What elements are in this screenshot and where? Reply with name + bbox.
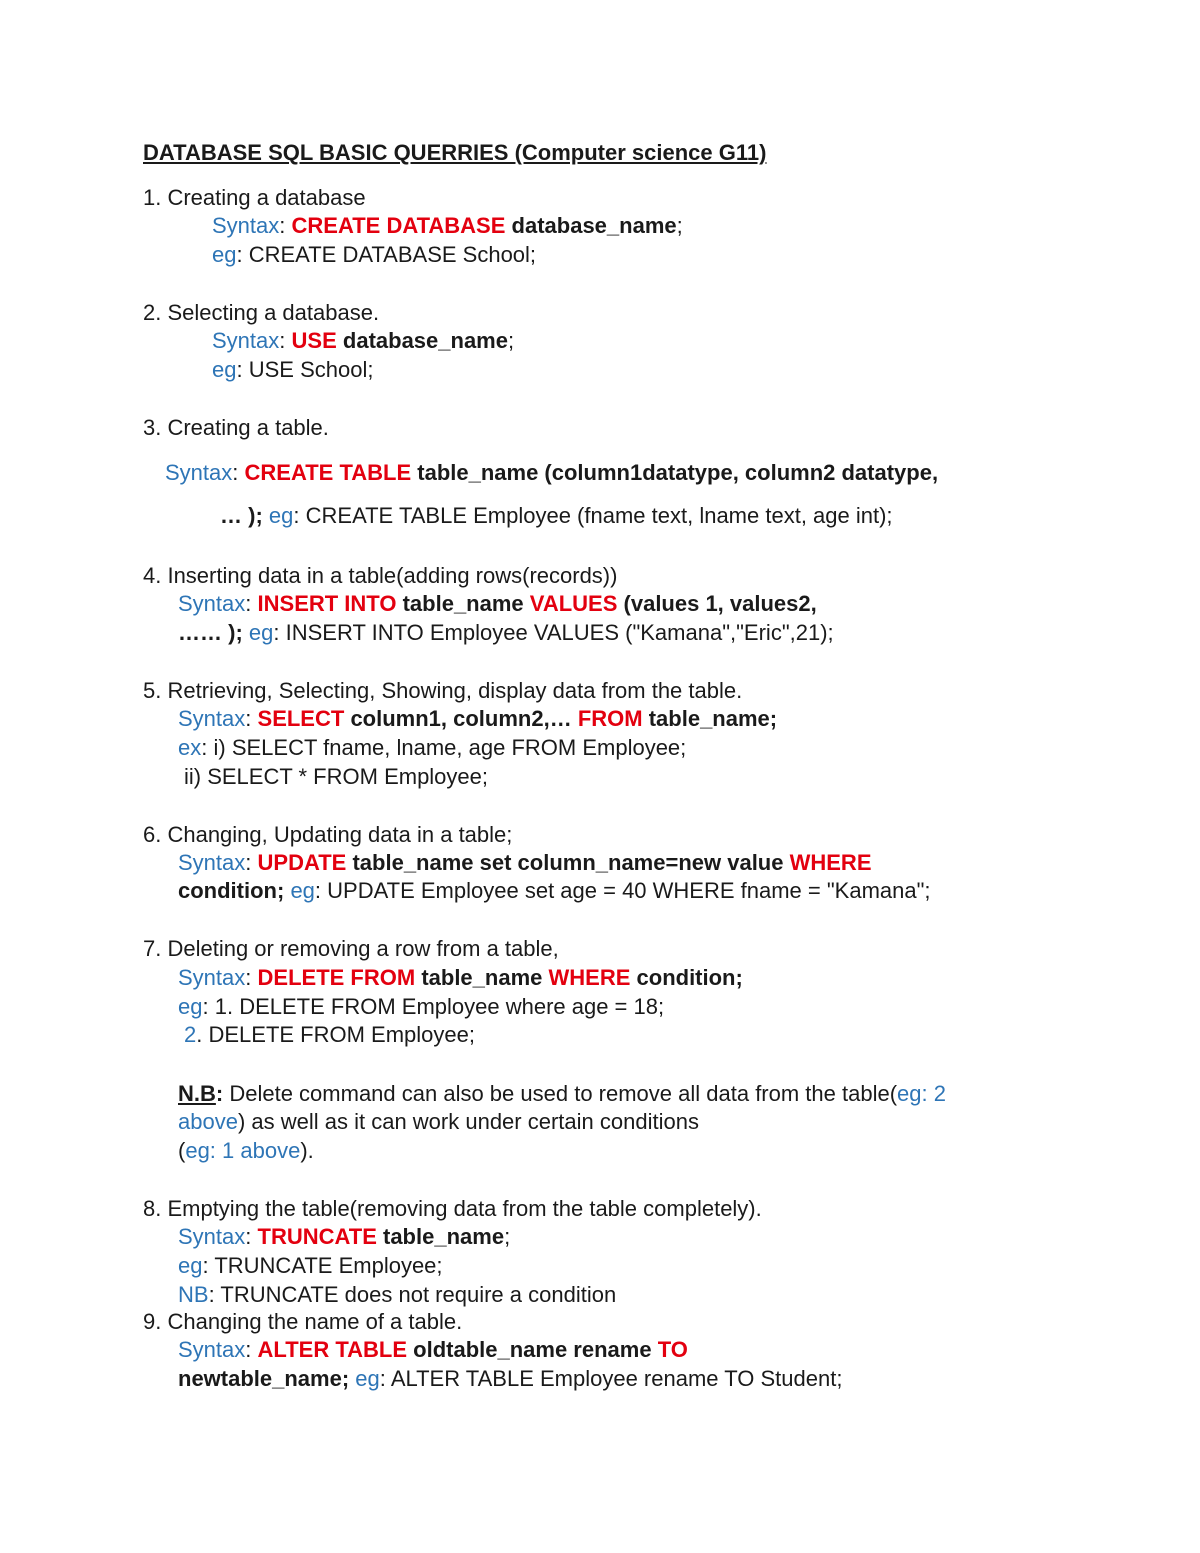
keyword: TO <box>657 1337 688 1362</box>
section-9-syntax: Syntax: ALTER TABLE oldtable_name rename TO <box>178 1337 688 1362</box>
syntax-argument: (values 1, values2, <box>623 591 817 616</box>
syntax-argument: table_name <box>402 591 524 616</box>
section-2-example: eg: USE School; <box>212 357 374 382</box>
section-1-heading: 1. Creating a database <box>143 185 366 210</box>
example-label: ex <box>178 735 202 760</box>
syntax-label: Syntax <box>165 460 233 485</box>
syntax-argument: table_name <box>383 1224 505 1249</box>
section-7-heading: 7. Deleting or removing a row from a table, <box>143 936 559 961</box>
keyword: FROM <box>577 706 643 731</box>
syntax-label: Syntax <box>178 850 246 875</box>
example-number: 2 <box>184 1022 197 1047</box>
section-4-heading: 4. Inserting data in a table(adding rows(records)) <box>143 563 618 588</box>
section-6-example: condition; eg: UPDATE Employee set age = 40 WHERE fname = "Kamana"; <box>178 878 931 903</box>
section-7-example-1: eg: 1. DELETE FROM Employee where age = 18; <box>178 994 665 1019</box>
section-9-example: newtable_name; eg: ALTER TABLE Employee rename TO Student; <box>178 1366 843 1391</box>
section-4-syntax: Syntax: INSERT INTO table_name VALUES (values 1, values2, <box>178 591 817 616</box>
note-reference: eg: 1 above <box>185 1138 301 1163</box>
section-3-syntax: Syntax: CREATE TABLE table_name (column1datatype, column2 datatype, <box>165 460 939 485</box>
example-label: eg <box>248 620 274 645</box>
syntax-label: Syntax <box>178 1224 246 1249</box>
example-label: eg <box>268 503 294 528</box>
example-label: eg <box>212 242 237 267</box>
example-code: USE School; <box>248 357 374 382</box>
keyword: WHERE <box>789 850 872 875</box>
example-label: eg <box>290 878 315 903</box>
syntax-label: Syntax <box>178 706 246 731</box>
section-5-example-1: ex: i) SELECT fname, lname, age FROM Employee; <box>178 735 687 760</box>
syntax-label: Syntax <box>178 1337 246 1362</box>
section-7-note-line-2: above) as well as it can work under certain conditions <box>178 1109 699 1134</box>
keyword: USE <box>291 328 337 353</box>
example-label: eg <box>212 357 237 382</box>
section-7-note-line-3: (eg: 1 above). <box>178 1138 314 1163</box>
keyword: ALTER TABLE <box>257 1337 408 1362</box>
syntax-continuation: …… ); <box>178 620 243 645</box>
section-8-heading: 8. Emptying the table(removing data from the table completely). <box>143 1196 762 1221</box>
section-8-note: NB: TRUNCATE does not require a condition <box>178 1282 617 1307</box>
section-5-example-2: ii) SELECT * FROM Employee; <box>184 764 489 789</box>
section-3-example: … ); eg: CREATE TABLE Employee (fname text, lname text, age int); <box>220 503 893 528</box>
syntax-argument: database_name <box>511 213 677 238</box>
section-5-syntax: Syntax: SELECT column1, column2,… FROM table_name; <box>178 706 778 731</box>
section-4-example: …… ); eg: INSERT INTO Employee VALUES ("Kamana","Eric",21); <box>178 620 834 645</box>
keyword: INSERT INTO <box>257 591 397 616</box>
example-label: eg <box>178 1253 203 1278</box>
syntax-label: Syntax <box>212 213 280 238</box>
example-code: ALTER TABLE Employee rename TO Student; <box>390 1366 843 1391</box>
section-7-syntax: Syntax: DELETE FROM table_name WHERE condition; <box>178 965 743 990</box>
syntax-continuation: newtable_name; <box>178 1366 350 1391</box>
keyword: TRUNCATE <box>257 1224 377 1249</box>
section-2-heading: 2. Selecting a database. <box>143 300 380 325</box>
syntax-argument: table_name; <box>648 706 778 731</box>
keyword: WHERE <box>548 965 631 990</box>
example-code: i) SELECT fname, lname, age FROM Employee; <box>213 735 687 760</box>
note-reference: above <box>178 1109 238 1134</box>
syntax-argument: table_name <box>421 965 543 990</box>
note-text: TRUNCATE does not require a condition <box>220 1282 617 1307</box>
section-5-heading: 5. Retrieving, Selecting, Showing, display data from the table. <box>143 678 743 703</box>
note-label: NB <box>178 1282 209 1307</box>
example-code: UPDATE Employee set age = 40 WHERE fname = "Kamana"; <box>327 878 931 903</box>
section-2-syntax: Syntax: USE database_name; <box>212 328 515 353</box>
section-3-heading: 3. Creating a table. <box>143 415 329 440</box>
section-7-example-2 <box>184 1022 475 1048</box>
section-1-example: eg: CREATE DATABASE School; <box>212 242 537 267</box>
section-6-syntax: Syntax: UPDATE table_name set column_name=new value WHERE <box>178 850 872 875</box>
syntax-argument: database_name <box>342 328 508 353</box>
example-code: CREATE TABLE Employee (fname text, lname text, age int); <box>305 503 893 528</box>
section-8-example: eg: TRUNCATE Employee; <box>178 1253 443 1278</box>
example-label: eg <box>178 994 203 1019</box>
syntax-argument: oldtable_name rename <box>413 1337 652 1362</box>
example-code: CREATE DATABASE School; <box>248 242 537 267</box>
example-code: TRUNCATE Employee; <box>214 1253 443 1278</box>
syntax-continuation: … ); <box>220 503 263 528</box>
syntax-argument: column1, column2,… <box>350 706 572 731</box>
example-code: 1. DELETE FROM Employee where age = 18; <box>214 994 665 1019</box>
note-label: N.B <box>178 1081 216 1106</box>
keyword: UPDATE <box>257 850 347 875</box>
keyword: SELECT <box>257 706 345 731</box>
keyword: VALUES <box>529 591 618 616</box>
keyword: CREATE DATABASE <box>291 213 506 238</box>
section-8-syntax: Syntax: TRUNCATE table_name; <box>178 1224 511 1249</box>
section-6-heading: 6. Changing, Updating data in a table; <box>143 822 513 847</box>
note-reference: eg: 2 <box>897 1081 946 1106</box>
syntax-argument: condition; <box>636 965 743 990</box>
syntax-argument: table_name set column_name=new value <box>352 850 784 875</box>
syntax-continuation: condition; <box>178 878 285 903</box>
example-code: . DELETE FROM Employee; <box>196 1022 475 1047</box>
section-7-note-line-1: N.B: Delete command can also be used to remove all data from the table(eg: 2 <box>178 1081 946 1106</box>
keyword: CREATE TABLE <box>244 460 412 485</box>
syntax-label: Syntax <box>212 328 280 353</box>
syntax-label: Syntax <box>178 965 246 990</box>
example-code: INSERT INTO Employee VALUES ("Kamana","Eric",21); <box>285 620 834 645</box>
section-1-syntax: Syntax: CREATE DATABASE database_name; <box>212 213 683 238</box>
document-title: DATABASE SQL BASIC QUERRIES (Computer science G11) <box>143 140 767 165</box>
keyword: DELETE FROM <box>257 965 416 990</box>
syntax-argument: table_name (column1datatype, column2 datatype, <box>417 460 939 485</box>
section-9-heading: 9. Changing the name of a table. <box>143 1309 463 1334</box>
syntax-label: Syntax <box>178 591 246 616</box>
example-label: eg <box>355 1366 380 1391</box>
